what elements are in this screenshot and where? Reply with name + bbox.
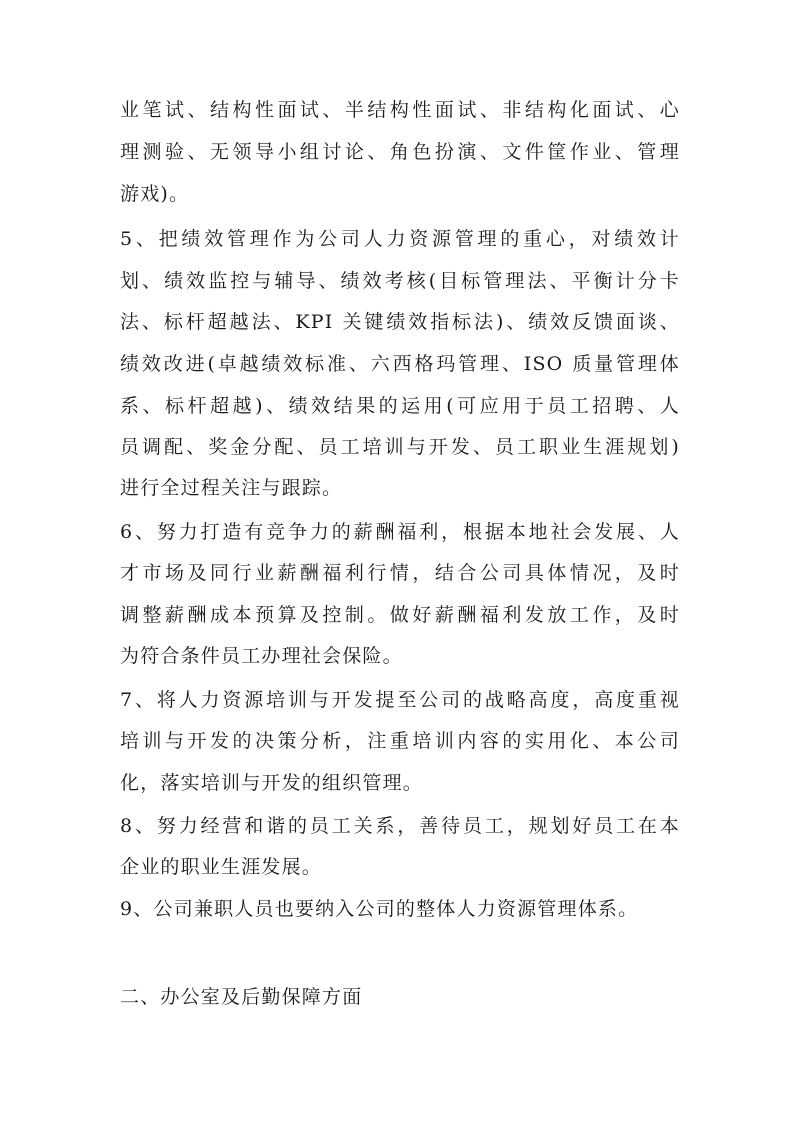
text-line: 6、努力打造有竞争力的薪酬福利，根据本地社会发展、人 [120,521,680,543]
text-line: 业笔试、结构性面试、半结构性面试、非结构化面试、心 [120,99,680,121]
text-line: 系、标杆超越)、绩效结果的运用(可应用于员工招聘、人 [120,395,680,417]
text-line: 企业的职业生涯发展。 [120,856,323,878]
text-line: 划、绩效监控与辅导、绩效考核(目标管理法、平衡计分卡 [120,270,680,292]
text-line: 8、努力经营和谐的员工关系，善待员工，规划好员工在本 [120,815,680,837]
text-line: 游戏)。 [120,183,190,205]
text-line: 绩效改进(卓越绩效标准、六西格玛管理、ISO 质量管理体 [120,353,680,375]
section-heading: 二、办公室及后勤保障方面 [120,986,363,1008]
text-line: 理测验、无领导小组讨论、角色扮演、文件筐作业、管理 [120,141,680,163]
text-line: 调整薪酬成本预算及控制。做好薪酬福利发放工作，及时 [120,604,680,626]
text-line: 9、公司兼职人员也要纳入公司的整体人力资源管理体系。 [120,898,639,920]
text-line: 培训与开发的决策分析，注重培训内容的实用化、本公司 [120,730,680,752]
text-line: 才市场及同行业薪酬福利行情，结合公司具体情况，及时 [120,562,680,584]
text-line: 5、把绩效管理作为公司人力资源管理的重心，对绩效计 [120,228,680,250]
text-line: 进行全过程关注与跟踪。 [120,477,343,499]
text-line: 化，落实培训与开发的组织管理。 [120,772,424,794]
text-line: 法、标杆超越法、KPI 关键绩效指标法)、绩效反馈面谈、 [120,311,680,333]
text-line: 7、将人力资源培训与开发提至公司的战略高度，高度重视 [120,689,680,711]
text-line: 为符合条件员工办理社会保险。 [120,645,403,667]
text-line: 员调配、奖金分配、员工培训与开发、员工职业生涯规划) [120,436,680,458]
